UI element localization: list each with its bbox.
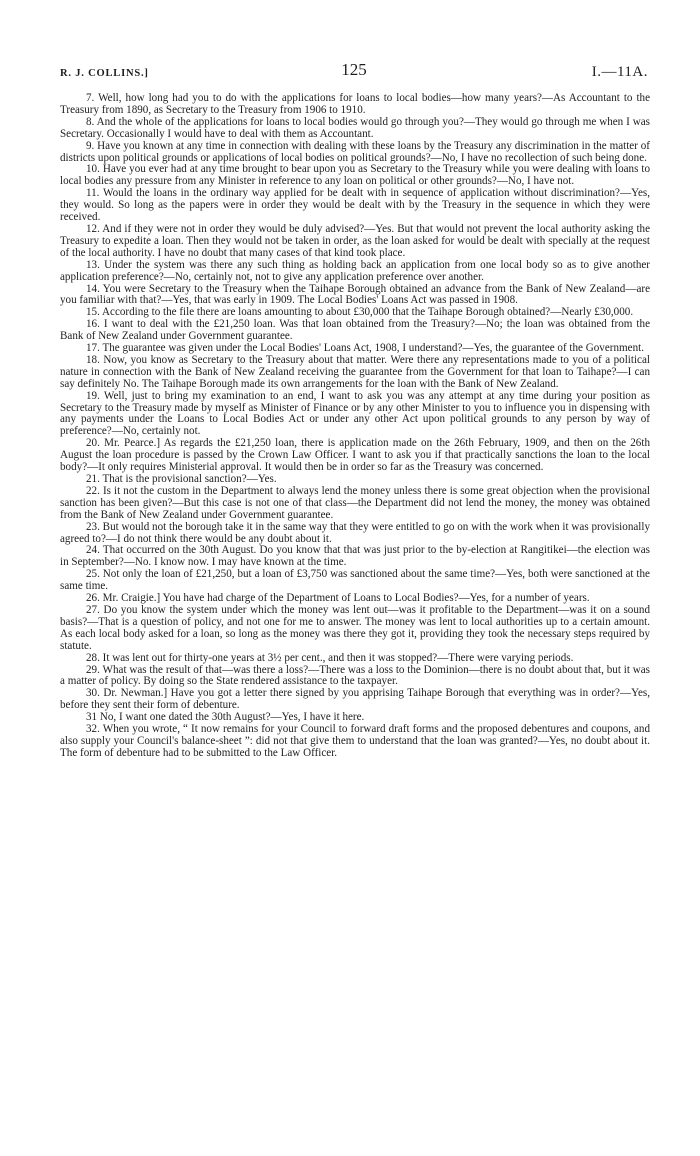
witness-name: R. J. COLLINS.] xyxy=(60,68,149,79)
paragraph-30: 30. Dr. Newman.] Have you got a letter there signed by you apprising Taihape Borough that everything was in order?—Yes, before they sent their form of debenture. xyxy=(60,687,650,712)
paragraph-18: 18. Now, you know as Secretary to the Treasury about that matter. Were there any representations made to you of a political nature in connection with the Bank of New Zealand receiving the guarantee from the Government for that loan to Taihape?—I can say definitely No. The Taihape Borough made its own arrangements for the loan with the Bank of New Zealand. xyxy=(60,353,650,390)
paragraph-25: 25. Not only the loan of £21,250, but a loan of £3,750 was sanctioned about the same time?—Yes, both were sanctioned at the same time. xyxy=(60,568,650,593)
paragraph-24: 24. That occurred on the 30th August. Do you know that that was just prior to the by-election at Rangitikei—the election was in September?—No. I know now. I may have known at the time. xyxy=(60,544,650,569)
paragraph-26: 26. Mr. Craigie.] You have had charge of the Department of Loans to Local Bodies?—Yes, for a number of years. xyxy=(86,592,590,605)
paragraph-32: 32. When you wrote, “ It now remains for your Council to forward draft forms and the proposed debentures and coupons, and also supply your Council's balance-sheet ”: did not that give them to understand that the loan was granted?—Yes, no doubt about it. The form of debenture had to be submitted to the Law Officer. xyxy=(60,723,650,759)
paragraph-8: 8. And the whole of the applications for loans to local bodies would go through you?—They would go through me when I was Secretary. Occasionally I would have to deal with them as Accountant. xyxy=(60,115,650,140)
paragraph-19: 19. Well, just to bring my examination to an end, I want to ask you was any attempt at any time during your position as Secretary to the Treasury made by myself as Minister of Finance or by any other Minister to you to influence you in dispensing with any payments under the Loans to Local Bodies Act or under any other Act upon political grounds to any person by way of preference?—No, certainly not. xyxy=(60,389,650,438)
paragraph-23: 23. But would not the borough take it in the same way that they were entitled to go on with the work when it was provisionally agreed to?—I do not think there would be any doubt about it. xyxy=(60,520,650,545)
paragraph-7: 7. Well, how long had you to do with the applications for loans to local bodies—how many years?—As Accountant to the Treasury from 1890, as Secretary to the Treasury from 1906 to 1910. xyxy=(60,92,650,116)
paragraph-17: 17. The guarantee was given under the Local Bodies' Loans Act, 1908, I understand?—Yes, the guarantee of the Government. xyxy=(86,342,644,355)
page-number: 125 xyxy=(341,60,367,79)
paragraph-14: 14. You were Secretary to the Treasury when the Taihape Borough obtained an advance from the Bank of New Zealand—are you familiar with that?—Yes, that was early in 1909. The Local Bodies' Loans Act was passed in 1908. xyxy=(60,282,650,307)
paragraph-21: 21. That is the provisional sanction?—Yes. xyxy=(86,473,277,485)
page-header xyxy=(60,60,648,84)
document-reference: I.—11A. xyxy=(591,64,648,80)
testimony-body xyxy=(60,93,650,760)
paragraph-20: 20. Mr. Pearce.] As regards the £21,250 loan, there is application made on the 26th February, 1909, and then on the 26th August the loan procedure is passed by the Crown Law Officer. I want to ask you if that practically sanctions the loan to the local body?—It only requires Ministerial approval. It would then be in order so far as the Treasury was concerned. xyxy=(60,437,650,474)
paragraph-29: 29. What was the result of that—was there a loss?—There was a loss to the Dominion—there is no doubt about that, but it was a matter of policy. By doing so the State rendered assistance to the taxpayer. xyxy=(60,663,650,688)
paragraph-12: 12. And if they were not in order they would be duly advised?—Yes. But that would not prevent the local authority asking the Treasury to expedite a loan. Then they would not be taken in order, as the loan asked for would be dealt with specially at the request of the local authority. I have no doubt that many cases of that kind took place. xyxy=(60,222,650,259)
paragraph-16: 16. I want to deal with the £21,250 loan. Was that loan obtained from the Treasury?—No; the loan was obtained from the Bank of New Zealand under Government guarantee. xyxy=(60,318,650,343)
paragraph-28: 28. It was lent out for thirty-one years at 3½ per cent., and then it was stopped?—There were varying periods. xyxy=(86,651,574,664)
paragraph-15: 15. According to the file there are loans amounting to about £30,000 that the Taihape Borough obtained?—Nearly £30,000. xyxy=(86,306,634,319)
paragraph-10: 10. Have you ever had at any time brought to bear upon you as Secretary to the Treasury while you were dealing with loans to local bodies any pressure from any Minister in reference to any loan on political or other grounds?—No, I have not. xyxy=(60,163,650,188)
paragraph-9: 9. Have you known at any time in connection with dealing with these loans by the Treasury any discrimination in the matter of districts upon political grounds or applications of local bodies on political grounds?—No, I have no recollection of such being done. xyxy=(60,139,650,164)
paragraph-27: 27. Do you know the system under which the money was lent out—was it profitable to the Department—was it on a sound basis?—That is a question of policy, and not one for me to answer. The money was lent to local authorities up to a certain amount. As each local body asked for a loan, so long as the money was there they got it, providing they took the necessary steps required by statute. xyxy=(60,603,650,652)
paragraph-11: 11. Would the loans in the ordinary way applied for be dealt with in sequence of application without discrimination?—Yes, they would. So long as the papers were in order they would be dealt with by the Treasury in the sequence in which they were received. xyxy=(60,187,650,224)
paragraph-31: 31 No, I want one dated the 30th August?—Yes, I have it here. xyxy=(86,711,365,724)
paragraph-13: 13. Under the system was there any such thing as holding back an application from one local body so as to give another application preference?—No, certainly not, not to give any application preference over another. xyxy=(60,258,650,283)
paragraph-22: 22. Is it not the custom in the Department to always lend the money unless there is some great objection when the provisional sanction has been given?—But this case is not one of that class—the Department did not lend the money, the money was obtained from the Bank of New Zealand under Government guarantee. xyxy=(60,484,650,521)
